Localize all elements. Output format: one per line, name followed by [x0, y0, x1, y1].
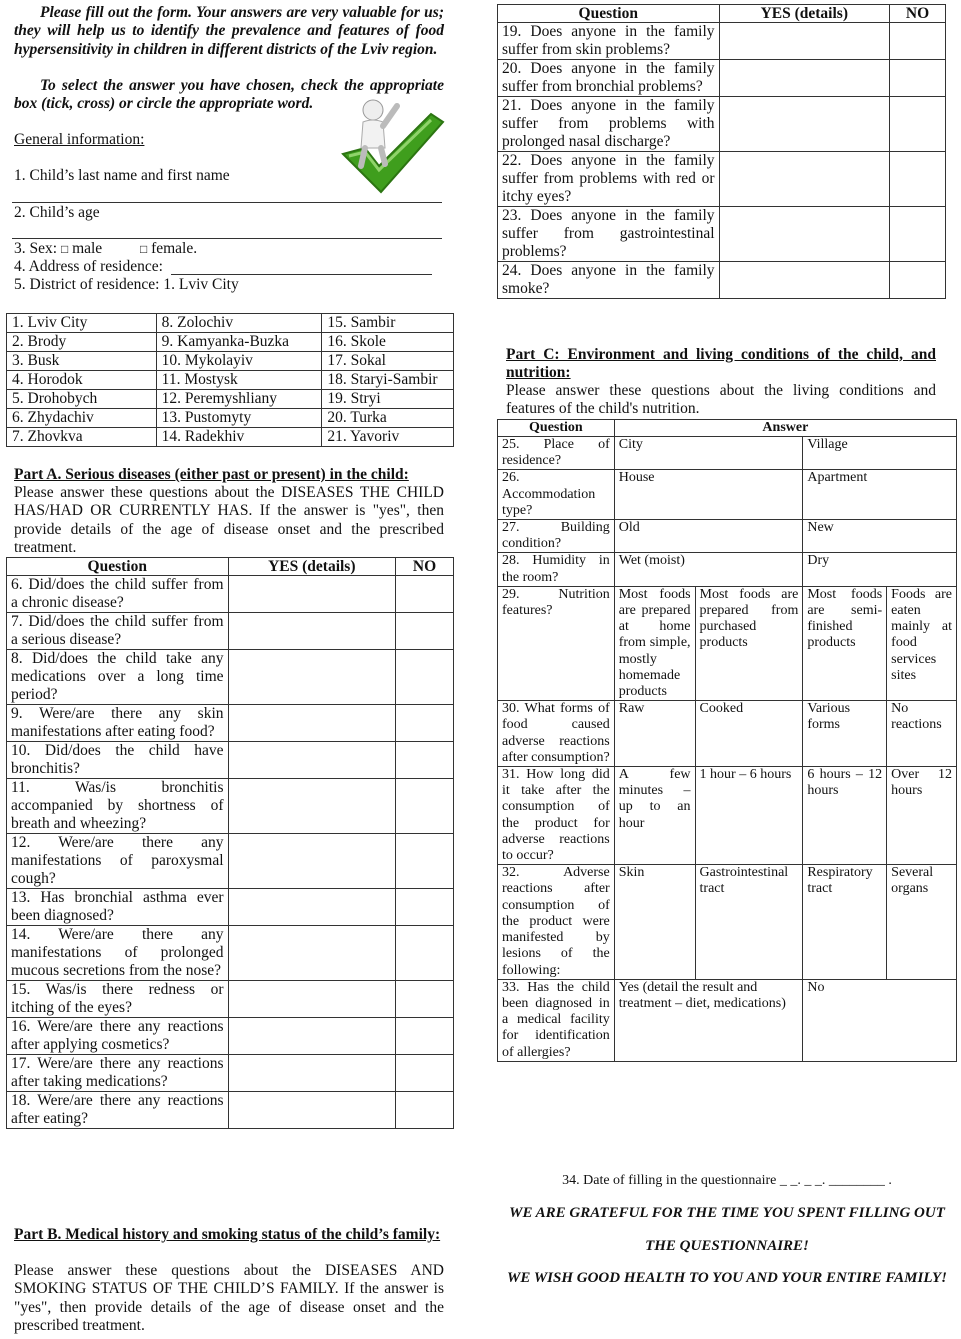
table-row — [7, 742, 454, 779]
address-field[interactable] — [171, 274, 432, 275]
male-label: male — [72, 240, 103, 257]
answer-option[interactable]: Village — [803, 437, 957, 470]
answer-option[interactable]: Most foods are prepared from purchased products — [695, 586, 803, 700]
question-cell: 23. Does anyone in the family suffer from gastrointestinal problems? — [498, 207, 720, 262]
district-cell[interactable]: 19. Stryi — [322, 390, 454, 409]
table-row — [7, 779, 454, 834]
question-cell: 27. Building condition? — [498, 520, 615, 553]
no-cell[interactable] — [396, 576, 454, 613]
district-cell[interactable]: 5. Drohobych — [7, 390, 157, 409]
district-cell[interactable]: 11. Mostysk — [156, 371, 322, 390]
no-cell[interactable] — [396, 613, 454, 650]
table-row — [498, 152, 946, 207]
no-cell[interactable] — [890, 152, 946, 207]
district-cell[interactable]: 9. Kamyanka-Buzka — [156, 333, 322, 352]
question-cell: 8. Did/does the child take any medications over a long time period? — [7, 650, 229, 705]
question-cell: 6. Did/does the child suffer from a chronic disease? — [7, 576, 229, 613]
table-row — [498, 437, 957, 470]
question-cell: 32. Adverse reactions after consumption of the product were manifested by lesions of the following: — [498, 865, 615, 979]
district-cell[interactable]: 2. Brody — [7, 333, 157, 352]
question-cell: 13. Has bronchial asthma ever been diagnosed? — [7, 889, 229, 926]
intro-paragraph-2: To select the answer you have chosen, check the appropriate box (tick, cross) or circle the appropriate word. — [14, 77, 444, 113]
no-cell[interactable] — [890, 60, 946, 97]
no-cell[interactable] — [396, 1018, 454, 1055]
district-cell[interactable]: 1. Lviv City — [7, 314, 157, 333]
table-row — [7, 981, 454, 1018]
answer-option[interactable]: Various forms — [803, 701, 887, 767]
col-header-yes: YES (details) — [719, 5, 890, 23]
no-cell[interactable] — [396, 742, 454, 779]
question-cell: 9. Were/are there any skin manifestations after eating food? — [7, 705, 229, 742]
question-cell: 25. Place of residence? — [498, 437, 615, 470]
district-cell[interactable]: 10. Mykolayiv — [156, 352, 322, 371]
district-cell[interactable]: 20. Turka — [322, 409, 454, 428]
no-cell[interactable] — [396, 705, 454, 742]
answer-option[interactable]: Old — [614, 520, 803, 553]
table-row — [7, 834, 454, 889]
district-cell[interactable]: 7. Zhovkva — [7, 428, 157, 447]
question-cell: 33. Has the child been diagnosed in a medical facility for identification of allergies? — [498, 979, 615, 1061]
question-cell: 29. Nutrition features? — [498, 586, 615, 700]
part-c-heading: Part C: Environment and living conditions of the child, and nutrition: — [506, 346, 936, 382]
district-cell[interactable]: 12. Peremyshliany — [156, 390, 322, 409]
answer-option[interactable]: 6 hours – 12 hours — [803, 767, 887, 865]
yes-details-cell[interactable] — [228, 926, 396, 981]
district-cell[interactable]: 14. Radekhiv — [156, 428, 322, 447]
question-cell: 24. Does anyone in the family smoke? — [498, 262, 720, 299]
question-cell: 10. Did/does the child have bronchitis? — [7, 742, 229, 779]
wish-line: WE WISH GOOD HEALTH TO YOU AND YOUR ENTIRE FAMILY! — [507, 1270, 947, 1286]
date-of-filling: 34. Date of filling in the questionnaire _ _. _ _. ________ . — [562, 1173, 892, 1188]
district-label: 5. District of residence: 1. Lviv City — [14, 276, 239, 293]
question-cell: 20. Does anyone in the family suffer from bronchial problems? — [498, 60, 720, 97]
child-name-field[interactable] — [12, 202, 442, 203]
answer-option[interactable]: Gastrointestinal tract — [695, 865, 803, 979]
answer-option[interactable]: Yes (detail the result and treatment – diet, medications) — [614, 979, 803, 1061]
yes-details-cell[interactable] — [228, 1018, 396, 1055]
answer-option[interactable]: Respiratory tract — [803, 865, 887, 979]
sex-row — [14, 240, 197, 258]
female-checkbox[interactable]: □ — [139, 242, 148, 256]
yes-details-cell[interactable] — [719, 97, 890, 152]
answer-option[interactable]: City — [614, 437, 803, 470]
district-cell[interactable]: 21. Yavoriv — [322, 428, 454, 447]
answer-option[interactable]: No — [803, 979, 957, 1061]
no-cell[interactable] — [396, 779, 454, 834]
yes-details-cell[interactable] — [228, 613, 396, 650]
general-info-heading: General information: — [14, 131, 145, 148]
table-row — [498, 865, 957, 979]
question-cell: 30. What forms of food caused adverse reactions after consumption? — [498, 701, 615, 767]
child-age-field[interactable] — [12, 238, 442, 239]
answer-option[interactable]: Over 12 hours — [887, 767, 957, 865]
checkmark-figure-icon — [335, 96, 447, 196]
no-cell[interactable] — [396, 981, 454, 1018]
yes-details-cell[interactable] — [228, 705, 396, 742]
yes-details-cell[interactable] — [719, 152, 890, 207]
table-row — [7, 576, 454, 613]
question-cell: 19. Does anyone in the family suffer from skin problems? — [498, 23, 720, 60]
answer-option[interactable]: Several organs — [887, 865, 957, 979]
col-header-no: NO — [396, 558, 454, 576]
answer-option[interactable]: New — [803, 520, 957, 553]
answer-option[interactable]: Dry — [803, 553, 957, 586]
table-row — [7, 613, 454, 650]
answer-option[interactable]: Skin — [614, 865, 695, 979]
yes-details-cell[interactable] — [228, 889, 396, 926]
table-row — [498, 767, 957, 865]
district-cell[interactable]: 3. Busk — [7, 352, 157, 371]
district-cell[interactable]: 4. Horodok — [7, 371, 157, 390]
child-age-label: 2. Child’s age — [14, 204, 100, 221]
answer-option[interactable]: 1 hour – 6 hours — [695, 767, 803, 865]
yes-details-cell[interactable] — [228, 742, 396, 779]
no-cell[interactable] — [396, 1092, 454, 1129]
table-row — [7, 314, 454, 333]
table-row — [7, 650, 454, 705]
question-cell: 14. Were/are there any manifestations of prolonged mucous secretions from the nose? — [7, 926, 229, 981]
answer-option[interactable]: House — [614, 470, 803, 520]
answer-option[interactable]: Foods are eaten mainly at food services sites — [887, 586, 957, 700]
question-cell: 11. Was/is bronchitis accompanied by shortness of breath and wheezing? — [7, 779, 229, 834]
table-row — [7, 1092, 454, 1129]
question-cell: 16. Were/are there any reactions after applying cosmetics? — [7, 1018, 229, 1055]
table-row — [498, 23, 946, 60]
col-header-no: NO — [890, 5, 946, 23]
table-row — [7, 371, 454, 390]
part-a-text: Please answer these questions about the DISEASES THE CHILD HAS/HAD OR CURRENTLY HAS. If the answer is "yes", then provide details of the age of disease onset and the prescribed treatment. — [14, 484, 444, 556]
part-b-table — [497, 4, 946, 299]
yes-details-cell[interactable] — [719, 262, 890, 299]
question-cell: 21. Does anyone in the family suffer from problems with prolonged nasal discharge? — [498, 97, 720, 152]
yes-details-cell[interactable] — [228, 981, 396, 1018]
table-row — [498, 207, 946, 262]
answer-option[interactable]: Most foods are prepared at home from simple, mostly homemade products — [614, 586, 695, 700]
answer-option[interactable]: Raw — [614, 701, 695, 767]
address-label: 4. Address of residence: — [14, 258, 163, 275]
yes-details-cell[interactable] — [719, 60, 890, 97]
part-b-text: Please answer these questions about the DISEASES AND SMOKING STATUS OF THE CHILD’S FAMILY. If the answer is "yes", then provide details of the age of disease onset and the prescribed treatment. — [14, 1262, 444, 1334]
yes-details-cell[interactable] — [228, 650, 396, 705]
answer-option[interactable]: Most foods are semi-finished products — [803, 586, 887, 700]
no-cell[interactable] — [396, 889, 454, 926]
table-row — [7, 926, 454, 981]
table-row — [498, 553, 957, 586]
question-cell: 12. Were/are there any manifestations of paroxysmal cough? — [7, 834, 229, 889]
part-c-text: Please answer these questions about the living conditions and features of the child's nutrition. — [506, 382, 936, 418]
table-row — [498, 586, 957, 700]
yes-details-cell[interactable] — [228, 576, 396, 613]
col-header-question: Question — [498, 420, 615, 437]
question-cell: 18. Were/are there any reactions after eating? — [7, 1092, 229, 1129]
question-cell: 26. Accommodation type? — [498, 470, 615, 520]
no-cell[interactable] — [890, 97, 946, 152]
no-cell[interactable] — [890, 262, 946, 299]
table-row — [7, 1018, 454, 1055]
question-cell: 31. How long did it take after the consumption of the product for adverse reactions to occur? — [498, 767, 615, 865]
table-row — [498, 60, 946, 97]
table-row — [7, 333, 454, 352]
no-cell[interactable] — [890, 207, 946, 262]
yes-details-cell[interactable] — [228, 1055, 396, 1092]
answer-option[interactable]: Apartment — [803, 470, 957, 520]
district-cell[interactable]: 15. Sambir — [322, 314, 454, 333]
col-header-answer: Answer — [614, 420, 956, 437]
no-cell[interactable] — [396, 834, 454, 889]
table-row — [7, 428, 454, 447]
district-cell[interactable]: 18. Staryi-Sambir — [322, 371, 454, 390]
table-row — [498, 262, 946, 299]
question-cell: 22. Does anyone in the family suffer from problems with red or itchy eyes? — [498, 152, 720, 207]
yes-details-cell[interactable] — [228, 779, 396, 834]
district-cell[interactable]: 17. Sokal — [322, 352, 454, 371]
question-cell: 28. Humidity in the room? — [498, 553, 615, 586]
answer-option[interactable]: A few minutes – up to an hour — [614, 767, 695, 865]
yes-details-cell[interactable] — [719, 207, 890, 262]
part-b-heading: Part B. Medical history and smoking status of the child’s family: — [14, 1226, 441, 1243]
table-row — [498, 470, 957, 520]
district-cell[interactable]: 6. Zhydachiv — [7, 409, 157, 428]
part-a-heading: Part A. Serious diseases (either past or present) in the child: — [14, 466, 409, 483]
yes-details-cell[interactable] — [228, 1092, 396, 1129]
yes-details-cell[interactable] — [719, 23, 890, 60]
table-row — [7, 1055, 454, 1092]
part-c-table — [497, 419, 957, 1062]
table-row — [7, 705, 454, 742]
child-name-label: 1. Child’s last name and first name — [14, 167, 230, 184]
female-label: female. — [151, 240, 198, 257]
table-row — [7, 352, 454, 371]
thanks-line-2: THE QUESTIONNAIRE! — [645, 1238, 809, 1254]
thanks-line-1: WE ARE GRATEFUL FOR THE TIME YOU SPENT FILLING OUT — [509, 1205, 945, 1221]
district-cell[interactable]: 8. Zolochiv — [156, 314, 322, 333]
no-cell[interactable] — [396, 650, 454, 705]
question-cell: 17. Were/are there any reactions after taking medications? — [7, 1055, 229, 1092]
table-row — [7, 889, 454, 926]
no-cell[interactable] — [396, 926, 454, 981]
sex-label: 3. Sex: — [14, 240, 58, 257]
table-row — [7, 409, 454, 428]
table-row — [498, 520, 957, 553]
answer-option[interactable]: Cooked — [695, 701, 803, 767]
districts-table — [6, 313, 454, 447]
intro-paragraph-1: Please fill out the form. Your answers are very valuable for us; they will help us to identify the prevalence and features of food hypersensitivity in children in different districts of the Lviv region. — [14, 4, 444, 58]
answer-option[interactable]: No reactions — [887, 701, 957, 767]
table-row — [498, 701, 957, 767]
no-cell[interactable] — [396, 1055, 454, 1092]
col-header-question: Question — [498, 5, 720, 23]
table-row — [7, 390, 454, 409]
part-a-table — [6, 557, 454, 1129]
col-header-yes: YES (details) — [228, 558, 396, 576]
question-cell: 15. Was/is there redness or itching of the eyes? — [7, 981, 229, 1018]
no-cell[interactable] — [890, 23, 946, 60]
question-cell: 7. Did/does the child suffer from a serious disease? — [7, 613, 229, 650]
male-checkbox[interactable]: □ — [60, 242, 69, 256]
table-row — [498, 979, 957, 1061]
col-header-question: Question — [7, 558, 229, 576]
district-cell[interactable]: 16. Skole — [322, 333, 454, 352]
table-row — [498, 97, 946, 152]
district-cell[interactable]: 13. Pustomyty — [156, 409, 322, 428]
yes-details-cell[interactable] — [228, 834, 396, 889]
answer-option[interactable]: Wet (moist) — [614, 553, 803, 586]
